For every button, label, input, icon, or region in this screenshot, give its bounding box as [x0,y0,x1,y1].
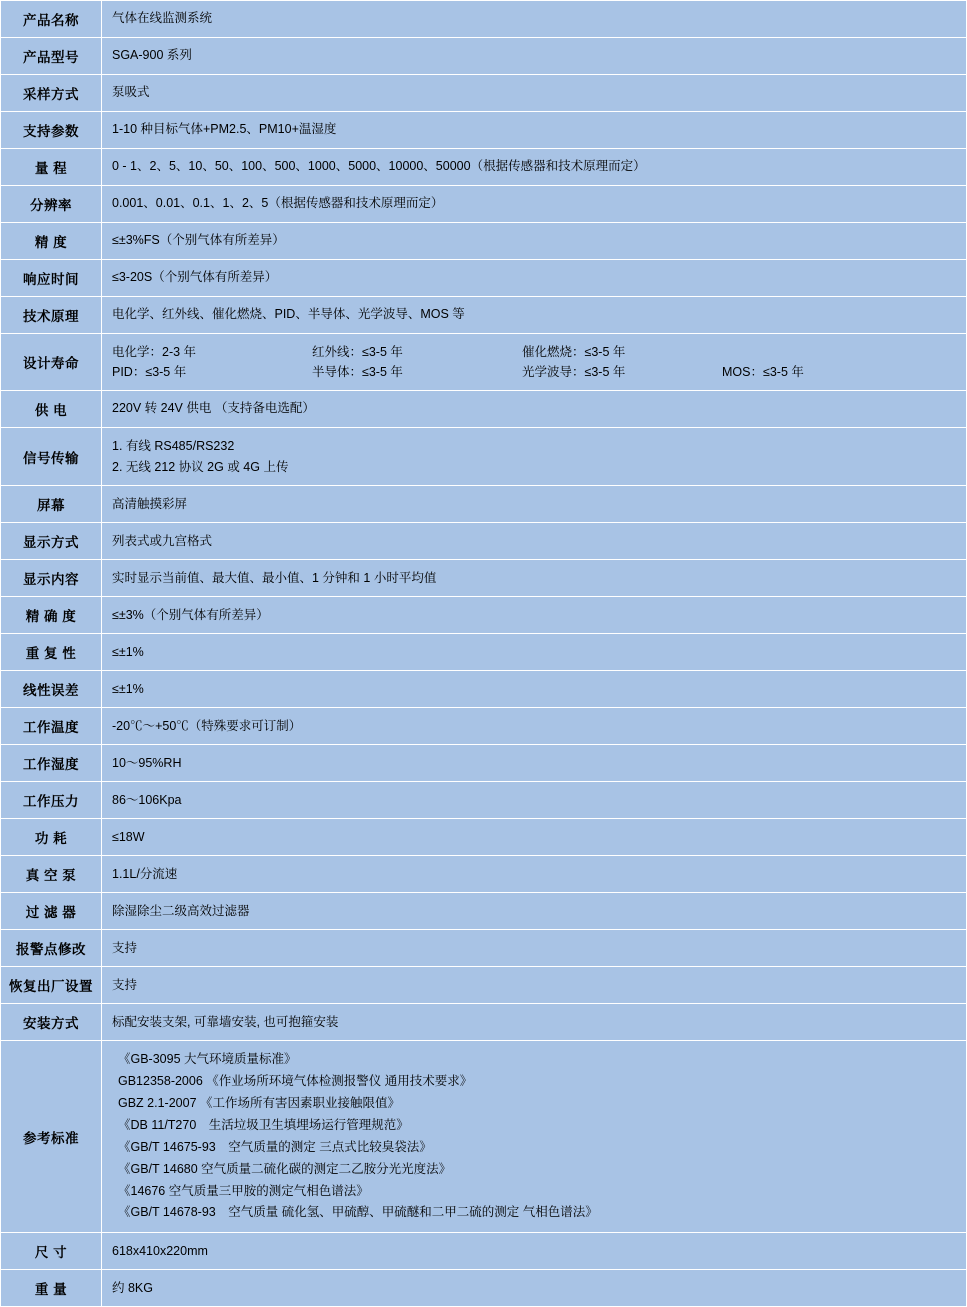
table-row [1,930,967,967]
reference-standard-line: 《GB/T 14680 空气质量二硫化碳的测定二乙胺分光光度法》 [118,1161,452,1176]
row-value-dimensions: 618x410x220mm [102,1233,967,1270]
table-row [1,745,967,782]
table-row [1,819,967,856]
table-row [1,260,967,297]
row-label-factory-reset: 恢复出厂设置 [1,967,102,1004]
reference-standard-line: 《GB/T 14678-93 空气质量 硫化氢、甲硫醇、甲硫醚和二甲二硫的测定 气相色谱法》 [118,1205,598,1220]
row-value-power-consumption: ≤18W [102,819,967,856]
row-label-repeatability: 重 复 性 [1,634,102,671]
table-row [1,75,967,112]
row-value-working-pressure: 86～106Kpa [102,782,967,819]
row-label-sampling-method: 采样方式 [1,75,102,112]
table-row [1,1270,967,1307]
signal-transmission-line-2: 2. 无线 212 协议 2G 或 4G 上传 [112,459,289,474]
design-life-row-2 [112,362,956,382]
design-life-grid [112,342,956,382]
row-label-display-mode: 显示方式 [1,523,102,560]
spec-table-body [1,1,967,1307]
row-value-repeatability: ≤±1% [102,634,967,671]
row-label-vacuum-pump: 真 空 泵 [1,856,102,893]
table-row [1,523,967,560]
row-value-sampling-method: 泵吸式 [102,75,967,112]
row-value-response-time: ≤3-20S（个别气体有所差异） [102,260,967,297]
reference-standard-line: 《GB-3095 大气环境质量标准》 [118,1052,297,1067]
table-row [1,334,967,391]
design-life-semiconductor: 半导体：≤3-5 年 [312,365,403,379]
row-label-screen: 屏幕 [1,486,102,523]
row-label-reference-standards: 参考标准 [1,1041,102,1233]
row-value-weight: 约 8KG [102,1270,967,1307]
signal-transmission-line-1: 1. 有线 RS485/RS232 [112,439,235,453]
table-row [1,186,967,223]
row-label-alarm-point-modify: 报警点修改 [1,930,102,967]
table-row [1,149,967,186]
row-label-installation: 安装方式 [1,1004,102,1041]
row-value-filter: 除湿除尘二级高效过滤器 [102,893,967,930]
row-label-working-pressure: 工作压力 [1,782,102,819]
row-value-reference-standards [102,1041,967,1233]
row-label-technical-principle: 技术原理 [1,297,102,334]
row-value-range: 0 - 1、2、5、10、50、100、500、1000、5000、10000、50000（根据传感器和技术原理而定） [102,149,967,186]
row-value-alarm-point-modify: 支持 [102,930,967,967]
design-life-catalytic: 催化燃烧：≤3-5 年 [522,345,626,359]
row-label-precision: 精 确 度 [1,597,102,634]
table-row [1,1,967,38]
row-value-power-supply: 220V 转 24V 供电 （支持备电选配） [102,391,967,428]
row-label-accuracy: 精 度 [1,223,102,260]
row-value-screen: 高清触摸彩屏 [102,486,967,523]
reference-standard-line: 《GB/T 14675-93 空气质量的测定 三点式比较臭袋法》 [118,1139,432,1154]
table-row [1,782,967,819]
table-row [1,38,967,75]
row-label-working-humidity: 工作湿度 [1,745,102,782]
row-label-weight: 重 量 [1,1270,102,1307]
table-row [1,112,967,149]
table-row [1,391,967,428]
table-row [1,671,967,708]
row-label-resolution: 分辨率 [1,186,102,223]
table-row [1,597,967,634]
row-label-working-temperature: 工作温度 [1,708,102,745]
table-row [1,634,967,671]
row-label-design-life: 设计寿命 [1,334,102,391]
row-label-linearity-error: 线性误差 [1,671,102,708]
table-row [1,1041,967,1233]
table-row [1,856,967,893]
row-value-working-temperature: -20℃～+50℃（特殊要求可订制） [102,708,967,745]
design-life-infrared: 红外线：≤3-5 年 [312,345,403,359]
row-label-range: 量 程 [1,149,102,186]
row-label-supported-params: 支持参数 [1,112,102,149]
design-life-mos: MOS：≤3-5 年 [722,365,804,379]
reference-standard-line: 《DB 11/T270 生活垃圾卫生填埋场运行管理规范》 [118,1117,409,1132]
row-value-working-humidity: 10～95%RH [102,745,967,782]
row-label-response-time: 响应时间 [1,260,102,297]
row-value-product-name: 气体在线监测系统 [102,1,967,38]
table-row [1,1233,967,1270]
row-label-power-supply: 供 电 [1,391,102,428]
table-row [1,1004,967,1041]
reference-standard-line: 《14676 空气质量三甲胺的测定气相色谱法》 [118,1183,369,1198]
design-life-electrochemical: 电化学：2-3 年 [112,345,197,359]
row-label-filter: 过 滤 器 [1,893,102,930]
row-value-factory-reset: 支持 [102,967,967,1004]
row-value-resolution: 0.001、0.01、0.1、1、2、5（根据传感器和技术原理而定） [102,186,967,223]
row-label-display-content: 显示内容 [1,560,102,597]
row-value-accuracy: ≤±3%FS（个别气体有所差异） [102,223,967,260]
reference-standard-line: GB12358-2006 《作业场所环境气体检测报警仪 通用技术要求》 [118,1074,473,1089]
design-life-pid: PID：≤3-5 年 [112,365,187,379]
row-value-supported-params: 1-10 种目标气体+PM2.5、PM10+温湿度 [102,112,967,149]
table-row [1,893,967,930]
row-value-installation: 标配安装支架, 可靠墙安装, 也可抱箍安装 [102,1004,967,1041]
row-label-dimensions: 尺 寸 [1,1233,102,1270]
row-value-design-life [102,334,967,391]
table-row [1,486,967,523]
row-label-product-name: 产品名称 [1,1,102,38]
row-value-product-model: SGA-900 系列 [102,38,967,75]
table-row [1,297,967,334]
row-value-technical-principle: 电化学、红外线、催化燃烧、PID、半导体、光学波导、MOS 等 [102,297,967,334]
table-row [1,967,967,1004]
row-value-display-content: 实时显示当前值、最大值、最小值、1 分钟和 1 小时平均值 [102,560,967,597]
row-label-product-model: 产品型号 [1,38,102,75]
table-row [1,223,967,260]
row-value-precision: ≤±3%（个别气体有所差异） [102,597,967,634]
table-row [1,708,967,745]
row-label-power-consumption: 功 耗 [1,819,102,856]
row-label-signal-transmission: 信号传输 [1,428,102,486]
table-row [1,560,967,597]
row-value-display-mode: 列表式或九宫格式 [102,523,967,560]
row-value-vacuum-pump: 1.1L/分流速 [102,856,967,893]
design-life-optical-waveguide: 光学波导：≤3-5 年 [522,365,626,379]
design-life-row-1 [112,342,956,362]
row-value-linearity-error: ≤±1% [102,671,967,708]
row-value-signal-transmission [102,428,967,486]
reference-standard-line: GBZ 2.1-2007 《工作场所有害因素职业接触限值》 [118,1096,400,1110]
table-row [1,428,967,486]
